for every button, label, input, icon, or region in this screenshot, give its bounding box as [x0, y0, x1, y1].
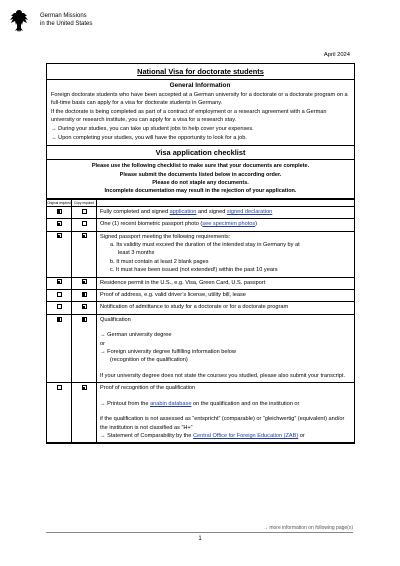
- instruction-2: Please submit the documents listed below in according order.: [119, 171, 282, 178]
- federal-eagle-icon: [8, 8, 30, 34]
- original-checkbox[interactable]: [57, 209, 62, 214]
- column-header-row: [47, 199, 354, 206]
- column-original: Original required: [47, 200, 71, 205]
- table-row: [47, 383, 354, 443]
- column-copy: Copy required: [72, 199, 97, 206]
- page-number: 1: [198, 536, 202, 542]
- table-row: [47, 231, 354, 277]
- row-description: Proof of recognition of the qualification → Printout from the anabin database on the qualification and on the institution or if the qualification is not assessed as “entspricht” (comparable) or “gleichwertig” (equivalent) and/or the institution is not classified as “H+” → Statement of Comparability by the Central Office for Foreign Education (ZAB) or: [97, 383, 355, 443]
- copy-checkbox[interactable]: [82, 233, 87, 238]
- original-checkbox[interactable]: [57, 304, 62, 309]
- checklist-heading: Visa application checklist: [47, 146, 354, 160]
- table-row: [47, 277, 354, 289]
- copy-checkbox[interactable]: [82, 317, 87, 322]
- org-line-1: German Missions: [40, 13, 87, 19]
- document-title: National Visa for doctorate students: [47, 64, 354, 80]
- general-info-paragraph-4: → Upon completing your studies, you will have the opportunity to look for a job.: [51, 134, 247, 141]
- original-checkbox[interactable]: [57, 292, 62, 297]
- copy-checkbox[interactable]: [82, 221, 87, 226]
- general-information-heading: General Information: [169, 82, 231, 89]
- table-row: [47, 302, 354, 314]
- org-line-2: in the United States: [40, 20, 93, 27]
- original-checkbox[interactable]: [57, 221, 62, 226]
- more-information-note: → more information on following page(s): [262, 525, 353, 531]
- checklist-document: [46, 63, 355, 444]
- general-info-paragraph-1: Foreign doctorate students who have been accepted at a German university for a doctorate or a doctorate program on a full-time basis can apply for a visa for doctorate students in Germany.: [51, 91, 348, 107]
- row-description: Notification of admittance to study for a doctorate or for a doctorate program: [97, 302, 355, 314]
- copy-checkbox[interactable]: [82, 292, 87, 297]
- instruction-4: Incomplete documentation may result in the rejection of your application.: [104, 188, 297, 195]
- row-description: One (1) recent biometric passport photo (see specimen photos): [97, 219, 355, 231]
- column-description: [97, 199, 355, 206]
- original-checkbox[interactable]: [57, 233, 62, 238]
- instruction-1: Please use the following checklist to make sure that your documents are complete.: [91, 163, 310, 170]
- copy-checkbox[interactable]: [82, 304, 87, 309]
- specimen-photos-link[interactable]: see specimen photos: [202, 221, 256, 228]
- copy-checkbox[interactable]: [82, 209, 87, 214]
- row-description: Signed passport meeting the following requirements: a. Its validity must exceed the duration of the intended stay in Germany by at least 3 months b. It must contain at least 2 blank pages c. It must have been issued (not extended!) within the past 10 years: [97, 231, 355, 277]
- application-link[interactable]: application: [169, 208, 197, 215]
- checklist-instructions: [47, 160, 354, 199]
- copy-checkbox[interactable]: [82, 279, 87, 284]
- table-row: [47, 314, 354, 382]
- organization-name: [40, 13, 92, 28]
- original-checkbox[interactable]: [57, 317, 62, 322]
- row-description: Fully completed and signed application and signed signed declaration: [97, 206, 355, 218]
- document-date: April 2024: [323, 52, 350, 58]
- signed-declaration-link[interactable]: signed declaration: [226, 208, 273, 215]
- zab-link[interactable]: Central Office for Foreign Education (ZAB): [192, 432, 299, 439]
- checklist-table: [47, 199, 354, 444]
- original-checkbox[interactable]: [57, 279, 62, 284]
- row-description: Proof of address, e.g. valid driver’s license, utility bill, lease: [97, 290, 355, 302]
- general-information-section: [47, 80, 354, 146]
- table-row: [47, 219, 354, 231]
- table-row: [47, 206, 354, 218]
- instruction-3: Please do not staple any documents.: [152, 179, 249, 186]
- general-info-paragraph-3: → During your studies, you can take up student jobs to help cover your expenses.: [51, 125, 254, 132]
- original-checkbox[interactable]: [57, 385, 62, 390]
- general-info-paragraph-2: If the doctorate is being completed as part of a contract of employment or a research agreement with a German university or research institute, you can apply for a visa for a research stay.: [51, 108, 327, 124]
- copy-checkbox[interactable]: [82, 385, 87, 390]
- table-row: [47, 290, 354, 302]
- footer-divider: [46, 532, 353, 533]
- row-description: Qualification → German university degree or → Foreign university degree fulfilling information below (recognition of the qualification) If your university degree does not state the courses you studied, please also submit your transcript.: [97, 314, 355, 382]
- anabin-database-link[interactable]: anabin database: [150, 400, 192, 407]
- row-description: Residence permit in the U.S., e.g. Visa, Green Card, U.S. passport: [97, 277, 355, 289]
